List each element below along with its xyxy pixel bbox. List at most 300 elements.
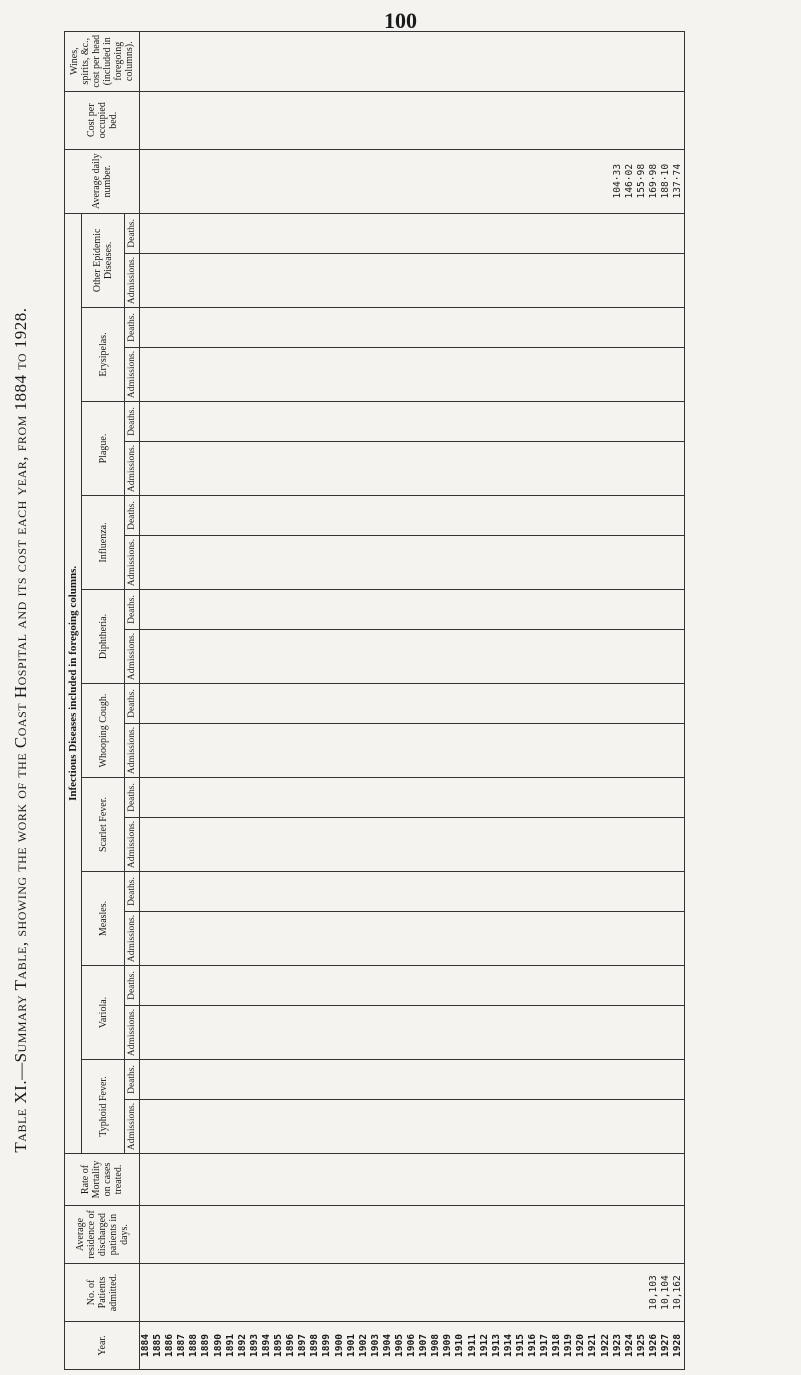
residence-cell [358,1206,370,1264]
residence-cell [140,1206,153,1264]
disease-cell [382,590,394,630]
patients-cell [503,1264,515,1322]
cost-cell [321,91,333,149]
disease-cell [237,778,249,818]
disease-cell [600,1100,612,1154]
cost-cell [200,91,212,149]
disease-cell [176,536,188,590]
disease-cell [334,254,346,308]
disease-cell [430,402,442,442]
disease-cell [394,496,406,536]
patients-cell [491,1264,503,1322]
disease-cell [648,536,660,590]
disease-cell [600,912,612,966]
disease-cell [249,442,261,496]
disease-cell [164,872,176,912]
disease-cell [648,630,660,684]
year-cell: 1922 [600,1322,612,1370]
disease-cell [551,966,563,1006]
disease-cell [563,966,575,1006]
disease-cell [515,1100,527,1154]
year-cell: 1924 [624,1322,636,1370]
disease-cell [273,536,285,590]
disease-cell [587,536,599,590]
residence-cell [225,1206,237,1264]
disease-cell [624,536,636,590]
admissions-header: Admissions. [125,442,140,496]
disease-cell [479,818,491,872]
disease-cell [249,402,261,442]
disease-cell [539,254,551,308]
patients-cell [176,1264,188,1322]
wines-cell [309,31,321,91]
year-cell: 1928 [672,1322,685,1370]
disease-cell [261,724,273,778]
disease-cell [563,630,575,684]
patients-cell [406,1264,418,1322]
disease-cell [563,1006,575,1060]
disease-cell [406,724,418,778]
table-row [442,31,454,1369]
disease-cell [249,1060,261,1100]
disease-cell [285,348,297,402]
year-cell: 1906 [406,1322,418,1370]
year-cell: 1926 [648,1322,660,1370]
disease-cell [467,1006,479,1060]
disease-cell [249,630,261,684]
disease-cell [237,402,249,442]
disease-cell [200,912,212,966]
disease-cell [479,1100,491,1154]
disease-cell [539,630,551,684]
disease-cell [551,536,563,590]
disease-cell [600,348,612,402]
disease-cell [587,348,599,402]
cost-cell [515,91,527,149]
disease-cell [273,442,285,496]
disease-cell [660,442,672,496]
disease-cell [430,348,442,402]
patients-cell [624,1264,636,1322]
disease-cell [152,308,164,348]
disease-cell [527,442,539,496]
disease-cell [140,778,153,818]
disease-cell [213,442,225,496]
disease-cell [600,254,612,308]
patients-cell [309,1264,321,1322]
disease-cell [213,1100,225,1154]
disease-cell [346,254,358,308]
disease-cell [418,496,430,536]
disease-cell [273,348,285,402]
disease-cell [430,496,442,536]
disease-cell [237,912,249,966]
disease-cell [188,213,200,253]
disease-cell [612,684,624,724]
admissions-header: Admissions. [125,630,140,684]
disease-cell [140,1006,153,1060]
deaths-header: Deaths. [125,872,140,912]
disease-cell [515,348,527,402]
disease-cell [406,536,418,590]
disease-cell [600,590,612,630]
avg-cell [479,149,491,213]
disease-cell [539,1006,551,1060]
disease-cell [140,254,153,308]
disease-cell [491,684,503,724]
disease-cell [370,1006,382,1060]
disease-cell [624,818,636,872]
disease-cell [624,496,636,536]
summary-table [64,31,685,1370]
wines-cell [188,31,200,91]
cost-cell [370,91,382,149]
disease-cell [587,684,599,724]
disease-cell [394,402,406,442]
patients-cell [164,1264,176,1322]
disease-cell [454,630,466,684]
disease-cell [309,630,321,684]
disease-cell [467,630,479,684]
disease-cell [237,818,249,872]
disease-cell [394,590,406,630]
table-row [563,31,575,1369]
disease-cell [442,818,454,872]
disease-cell [503,630,515,684]
disease-cell [382,724,394,778]
table-row [406,31,418,1369]
disease-cell [225,1060,237,1100]
disease-cell [249,590,261,630]
disease-cell [164,213,176,253]
disease-cell [321,724,333,778]
disease-cell [442,590,454,630]
disease-cell [636,684,648,724]
disease-cell [382,966,394,1006]
disease-cell [176,254,188,308]
disease-cell [188,1100,200,1154]
residence-cell [491,1206,503,1264]
col-patients: No. of Patients admitted. [65,1264,140,1322]
disease-cell [237,1100,249,1154]
disease-cell [612,1100,624,1154]
disease-cell [491,912,503,966]
disease-cell [321,308,333,348]
disease-cell [321,348,333,402]
residence-cell [261,1206,273,1264]
disease-cell [527,1100,539,1154]
disease-cell [200,684,212,724]
avg-cell [152,149,164,213]
disease-cell [188,590,200,630]
cost-cell [164,91,176,149]
disease-cell [249,966,261,1006]
disease-cell [479,966,491,1006]
disease-cell [370,872,382,912]
cost-cell [285,91,297,149]
disease-cell [213,348,225,402]
disease-cell [285,724,297,778]
disease-cell [370,442,382,496]
disease-cell [152,1006,164,1060]
disease-cell [164,778,176,818]
cost-cell [309,91,321,149]
disease-cell [370,630,382,684]
disease-cell [503,213,515,253]
deaths-header: Deaths. [125,496,140,536]
disease-cell [237,724,249,778]
disease-header: Influenza. [82,496,125,590]
disease-cell [140,912,153,966]
disease-cell [539,402,551,442]
disease-cell [442,724,454,778]
cost-cell [442,91,454,149]
disease-cell [273,966,285,1006]
disease-cell [406,1060,418,1100]
patients-cell [527,1264,539,1322]
table-caption-wrapper [4,90,38,1370]
disease-cell [515,1060,527,1100]
disease-cell [563,308,575,348]
avg-cell [527,149,539,213]
disease-cell [430,254,442,308]
avg-cell [587,149,599,213]
disease-cell [454,1060,466,1100]
disease-cell [370,778,382,818]
disease-cell [636,1006,648,1060]
disease-cell [575,442,587,496]
avg-cell [575,149,587,213]
disease-cell [334,684,346,724]
table-row [285,31,297,1369]
disease-cell [358,1060,370,1100]
disease-cell [539,348,551,402]
disease-cell [442,684,454,724]
disease-cell [527,254,539,308]
disease-cell [140,308,153,348]
wines-cell [600,31,612,91]
mortality-cell [237,1154,249,1206]
disease-cell [430,872,442,912]
disease-cell [442,630,454,684]
disease-cell [309,442,321,496]
residence-cell [442,1206,454,1264]
wines-cell [321,31,333,91]
disease-cell [624,912,636,966]
year-cell: 1909 [442,1322,454,1370]
wines-cell [358,31,370,91]
deaths-header: Deaths. [125,213,140,253]
disease-cell [454,1100,466,1154]
disease-cell [321,872,333,912]
disease-cell [672,684,685,724]
avg-cell: 104·33 [612,149,624,213]
disease-cell [334,536,346,590]
cost-cell [152,91,164,149]
disease-cell [636,402,648,442]
disease-cell [334,872,346,912]
disease-cell [188,402,200,442]
year-cell: 1911 [467,1322,479,1370]
disease-cell [297,684,309,724]
disease-cell [660,872,672,912]
disease-cell [249,496,261,536]
table-row [648,31,660,1369]
year-cell: 1898 [309,1322,321,1370]
wines-cell [249,31,261,91]
disease-cell [152,254,164,308]
disease-cell [152,536,164,590]
disease-cell [479,1060,491,1100]
avg-cell [370,149,382,213]
disease-cell [346,442,358,496]
disease-cell [539,872,551,912]
disease-cell [273,724,285,778]
disease-cell [430,684,442,724]
cost-cell [273,91,285,149]
disease-cell [587,872,599,912]
year-cell: 1907 [418,1322,430,1370]
disease-cell [636,442,648,496]
disease-cell [346,872,358,912]
disease-cell [503,348,515,402]
disease-cell [309,1060,321,1100]
disease-cell [551,308,563,348]
disease-cell [648,1060,660,1100]
table-row [152,31,164,1369]
residence-cell [213,1206,225,1264]
disease-cell [454,348,466,402]
disease-cell [660,536,672,590]
disease-cell [527,213,539,253]
disease-cell [442,442,454,496]
disease-cell [188,724,200,778]
disease-cell [213,536,225,590]
disease-cell [297,1006,309,1060]
disease-cell [454,684,466,724]
disease-cell [237,1060,249,1100]
disease-cell [551,213,563,253]
disease-cell [418,442,430,496]
residence-cell [406,1206,418,1264]
patients-cell [213,1264,225,1322]
disease-cell [140,213,153,253]
disease-cell [515,254,527,308]
mortality-cell [479,1154,491,1206]
disease-cell [515,402,527,442]
avg-cell [249,149,261,213]
disease-cell [358,912,370,966]
disease-cell [334,496,346,536]
disease-cell [467,724,479,778]
residence-cell [297,1206,309,1264]
disease-cell [285,1100,297,1154]
mortality-cell [660,1154,672,1206]
avg-cell: 137·74 [672,149,685,213]
mortality-cell [600,1154,612,1206]
disease-cell [237,966,249,1006]
disease-cell [321,1060,333,1100]
table-row [600,31,612,1369]
patients-cell: 10,162 [672,1264,685,1322]
cost-cell [261,91,273,149]
disease-cell [176,872,188,912]
patients-cell [188,1264,200,1322]
disease-cell [648,213,660,253]
mortality-cell [297,1154,309,1206]
disease-cell [636,590,648,630]
disease-cell [442,966,454,1006]
disease-cell [551,684,563,724]
disease-cell [346,684,358,724]
disease-cell [648,590,660,630]
disease-cell [176,966,188,1006]
disease-cell [273,590,285,630]
disease-cell [176,496,188,536]
mortality-cell [587,1154,599,1206]
disease-cell [454,402,466,442]
avg-cell [273,149,285,213]
disease-header: Measles. [82,872,125,966]
disease-cell [188,966,200,1006]
disease-cell [660,1006,672,1060]
mortality-cell [539,1154,551,1206]
disease-cell [394,1006,406,1060]
disease-cell [430,724,442,778]
disease-cell [648,1100,660,1154]
disease-cell [152,818,164,872]
disease-cell [261,778,273,818]
disease-cell [515,496,527,536]
disease-cell [467,1100,479,1154]
mortality-cell [176,1154,188,1206]
disease-cell [309,536,321,590]
disease-cell [176,442,188,496]
disease-cell [587,818,599,872]
disease-cell [624,778,636,818]
disease-cell [200,308,212,348]
disease-cell [140,684,153,724]
disease-cell [503,536,515,590]
disease-cell [660,778,672,818]
avg-cell [285,149,297,213]
year-cell: 1914 [503,1322,515,1370]
disease-cell [200,213,212,253]
disease-cell [297,724,309,778]
disease-cell [188,254,200,308]
cost-cell [527,91,539,149]
disease-cell [587,442,599,496]
disease-cell [200,1100,212,1154]
residence-cell [273,1206,285,1264]
disease-cell [394,536,406,590]
disease-cell [503,684,515,724]
cost-cell [213,91,225,149]
disease-cell [587,966,599,1006]
disease-cell [297,778,309,818]
disease-cell [551,630,563,684]
wines-cell [176,31,188,91]
disease-cell [140,966,153,1006]
disease-cell [152,1060,164,1100]
year-cell: 1884 [140,1322,153,1370]
residence-cell [479,1206,491,1264]
disease-cell [164,308,176,348]
disease-cell [213,630,225,684]
wines-cell [297,31,309,91]
table-row [491,31,503,1369]
disease-cell [394,308,406,348]
